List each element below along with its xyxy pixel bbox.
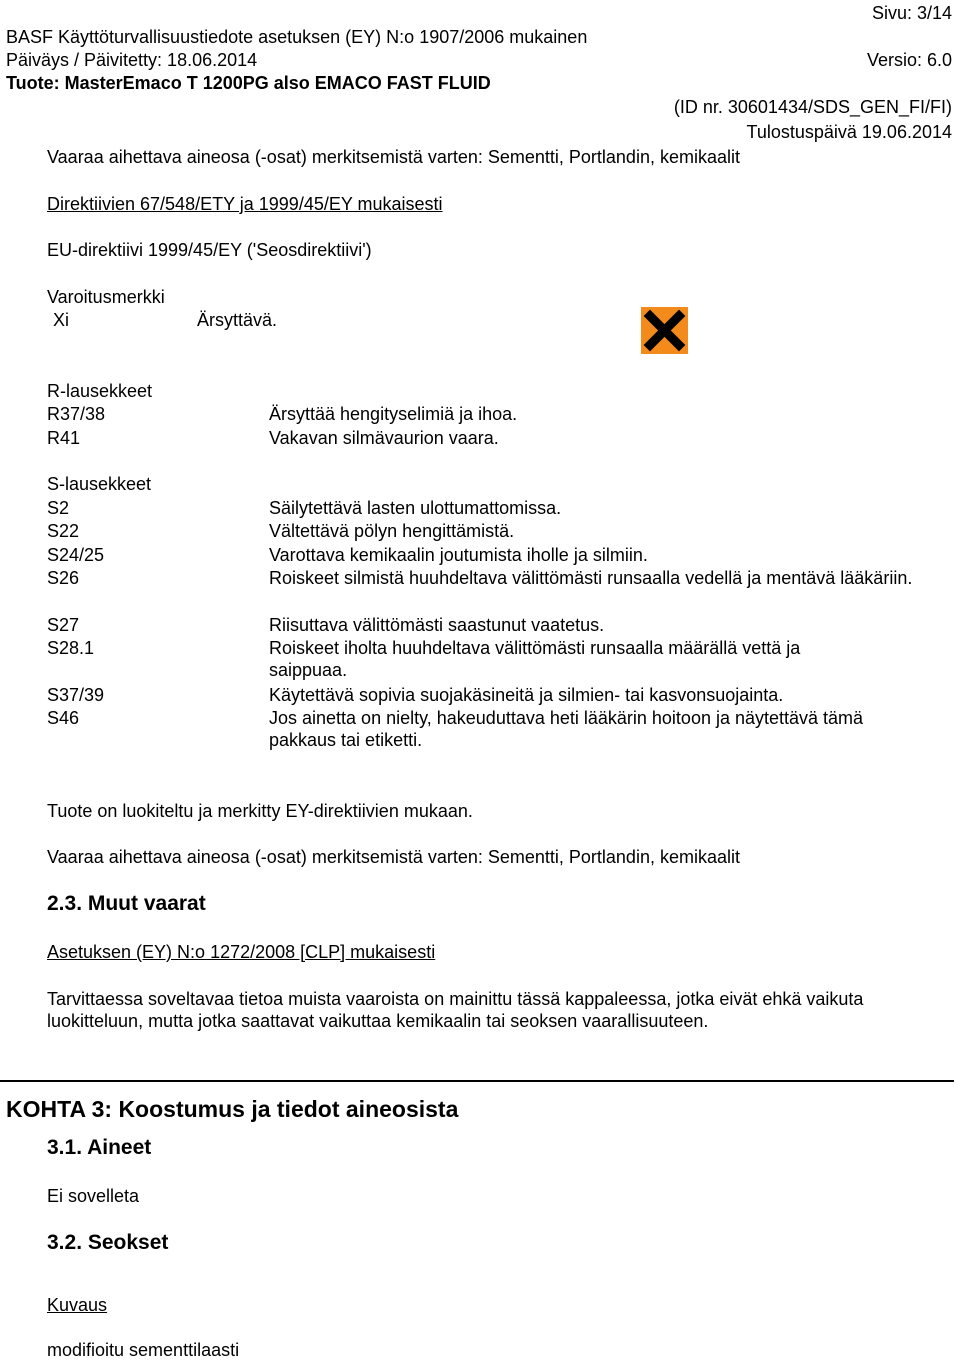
s-phrase-text: Riisuttava välittömästi saastunut vaatetus. [269, 615, 605, 635]
substances-heading: 3.1. Aineet [47, 1136, 152, 1159]
s-phrases-heading: S-lausekkeet [47, 474, 152, 494]
symbol-code: Xi [53, 310, 70, 330]
version: Versio: 6.0 [866, 50, 952, 70]
s-phrase-code: S27 [47, 615, 80, 635]
section-divider [0, 1080, 954, 1082]
r-phrases-heading: R-lausekkeet [47, 381, 153, 401]
other-hazards-heading: 2.3. Muut vaarat [47, 892, 206, 915]
s-phrase-code: S46 [47, 708, 80, 728]
page-number: Sivu: 3/14 [871, 3, 952, 23]
s-phrase-code: S37/39 [47, 685, 105, 705]
s-phrase-text: Käytettävä sopivia suojakäsineitä ja silmien- tai kasvonsuojainta. [269, 685, 784, 705]
s-phrase-text: Varottava kemikaalin joutumista iholle ja silmiin. [269, 545, 648, 565]
document-title: BASF Käyttöturvallisuustiedote asetuksen (EY) N:o 1907/2006 mukainen [6, 27, 588, 47]
substances-text: Ei sovelleta [47, 1186, 140, 1206]
r-phrase-text: Vakavan silmävaurion vaara. [269, 428, 499, 448]
revision-date: Päiväys / Päivitetty: 18.06.2014 [6, 50, 258, 70]
s-phrase-text: Roiskeet iholta huuhdeltava välittömästi runsaalla määrällä vettä ja saippuaa. [269, 638, 801, 680]
section-3-heading: KOHTA 3: Koostumus ja tiedot aineosista [6, 1096, 459, 1122]
other-hazards-text: Tarvittaessa soveltavaa tietoa muista vaaroista on mainittu tässä kappaleessa, jotka eivät ehkä vaikuta luokitteluun, mutta jotka saattavat vaikuttaa kemikaalin tai seoksen vaarallisuuteen. [47, 989, 864, 1031]
mixtures-heading: 3.2. Seokset [47, 1231, 169, 1254]
document-id: (ID nr. 30601434/SDS_GEN_FI/FI) [673, 97, 952, 117]
symbol-name: Ärsyttävä. [197, 310, 278, 330]
r-phrase-text: Ärsyttää hengityselimiä ja ihoa. [269, 404, 518, 424]
description-text: modifioitu sementtilaasti [47, 1340, 240, 1360]
description-heading: Kuvaus [47, 1295, 108, 1315]
s-phrase-text: Roiskeet silmistä huuhdeltava välittömästi runsaalla vedellä ja mentävä lääkäriin. [269, 568, 913, 588]
s-phrase-text: Jos ainetta on nielty, hakeuduttava heti lääkärin hoitoon ja näytettävä tämä pakkaus tai etiketti. [269, 708, 864, 750]
s-phrase-code: S2 [47, 498, 70, 518]
classification-note: Tuote on luokiteltu ja merkitty EY-direktiivien mukaan. [47, 801, 473, 821]
s-phrase-code: S22 [47, 521, 80, 541]
print-date: Tulostuspäivä 19.06.2014 [746, 122, 952, 142]
clp-heading: Asetuksen (EY) N:o 1272/2008 [CLP] mukaisesti [47, 942, 436, 962]
harmful-irritant-x-icon [641, 307, 688, 354]
s-phrase-code: S28.1 [47, 638, 95, 658]
product-name: Tuote: MasterEmaco T 1200PG also EMACO FAST FLUID [6, 73, 491, 93]
eu-directive: EU-direktiivi 1999/45/EY ('Seosdirektiivi') [47, 240, 372, 260]
hazard-component-line: Vaaraa aihettava aineosa (-osat) merkitsemistä varten: Sementti, Portlandin, kemikaalit [47, 147, 740, 167]
s-phrase-code: S26 [47, 568, 80, 588]
s-phrase-text: Säilytettävä lasten ulottumattomissa. [269, 498, 562, 518]
r-phrase-code: R41 [47, 428, 81, 448]
directive-heading: Direktiivien 67/548/ETY ja 1999/45/EY mukaisesti [47, 194, 443, 214]
s-phrase-text: Vältettävä pölyn hengittämistä. [269, 521, 515, 541]
r-phrase-code: R37/38 [47, 404, 106, 424]
warning-label: Varoitusmerkki [47, 287, 165, 307]
hazard-component-line: Vaaraa aihettava aineosa (-osat) merkitsemistä varten: Sementti, Portlandin, kemikaalit [47, 847, 740, 867]
s-phrase-code: S24/25 [47, 545, 105, 565]
